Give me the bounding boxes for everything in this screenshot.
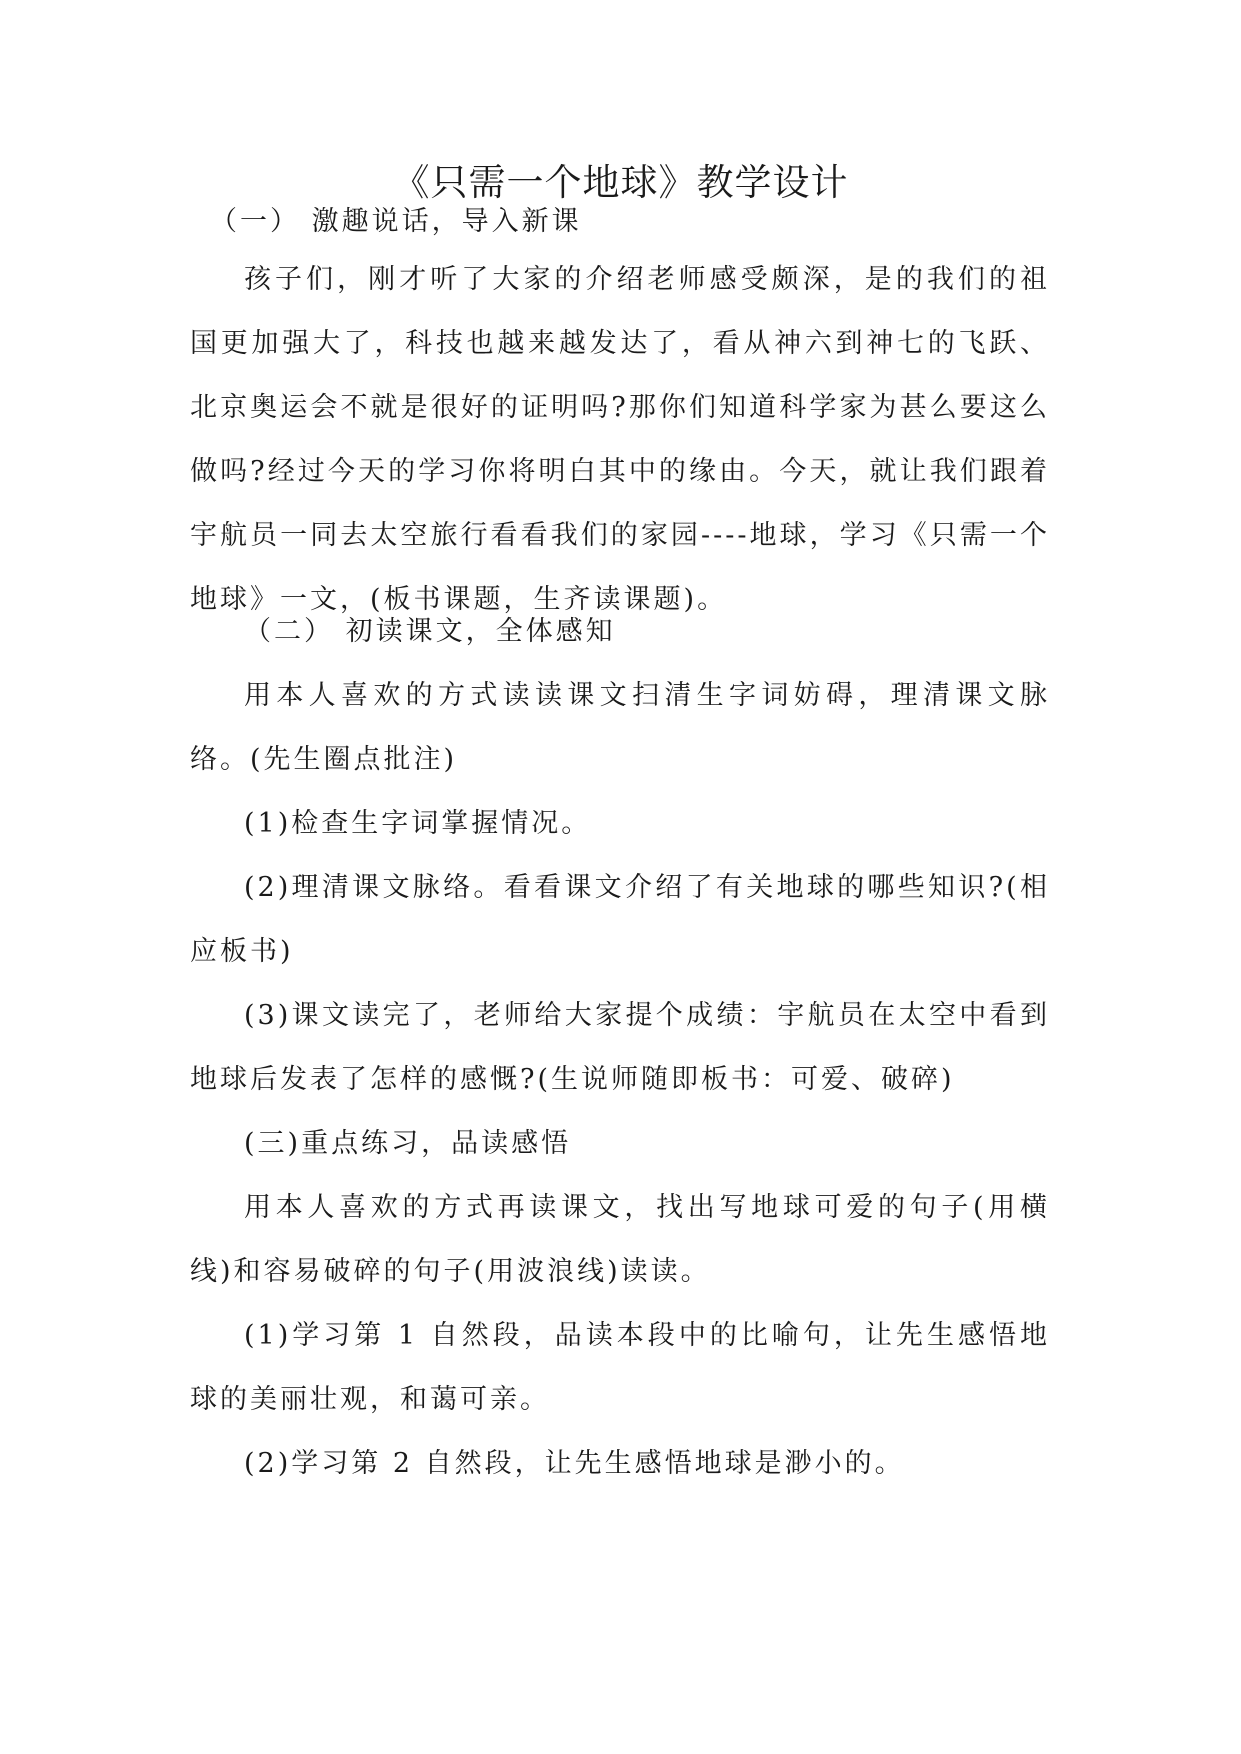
document-title: 《只需一个地球》教学设计 — [392, 161, 849, 204]
paragraph-study-2: (2)学习第 2 自然段，让先生感悟地球是渺小的。 — [244, 1448, 905, 1479]
paragraph-step-1: (1)检查生字词掌握情况。 — [244, 808, 592, 839]
paragraph-step-3: (3)课文读完了，老师给大家提个成绩：宇航员在太空中看到地球后发表了怎样的感慨?(生说师随即板书：可爱、破碎) — [190, 1000, 1050, 1095]
paragraph-intro: 孩子们，刚才听了大家的介绍老师感受颇深，是的我们的祖国更加强大了，科技也越来越发达了，看从神六到神七的飞跃、北京奥运会不就是很好的证明吗?那你们知道科学家为甚么要这么做吗?经过今天的学习你将明白其中的缘由。今天，就让我们跟着宇航员一同去太空旅行看看我们的家园----地球，学习《只需一个地球》一文，(板书课题，生齐读课题)。 — [190, 264, 1050, 615]
paragraph-read-method: 用本人喜欢的方式读读课文扫清生字词妨碍，理清课文脉络。(先生圈点批注) — [190, 680, 1050, 775]
paragraph-reread: 用本人喜欢的方式再读课文，找出写地球可爱的句子(用横线)和容易破碎的句子(用波浪线)读读。 — [190, 1192, 1050, 1287]
paragraph-step-2: (2)理清课文脉络。看看课文介绍了有关地球的哪些知识?(相应板书) — [190, 872, 1050, 967]
section-heading-1: （一） 激趣说话，导入新课 — [210, 206, 582, 237]
section-heading-3: (三)重点练习，品读感悟 — [244, 1128, 572, 1159]
section-heading-2: （二） 初读课文，全体感知 — [244, 616, 616, 647]
paragraph-study-1: (1)学习第 1 自然段，品读本段中的比喻句，让先生感悟地球的美丽壮观，和蔼可亲。 — [190, 1320, 1050, 1415]
